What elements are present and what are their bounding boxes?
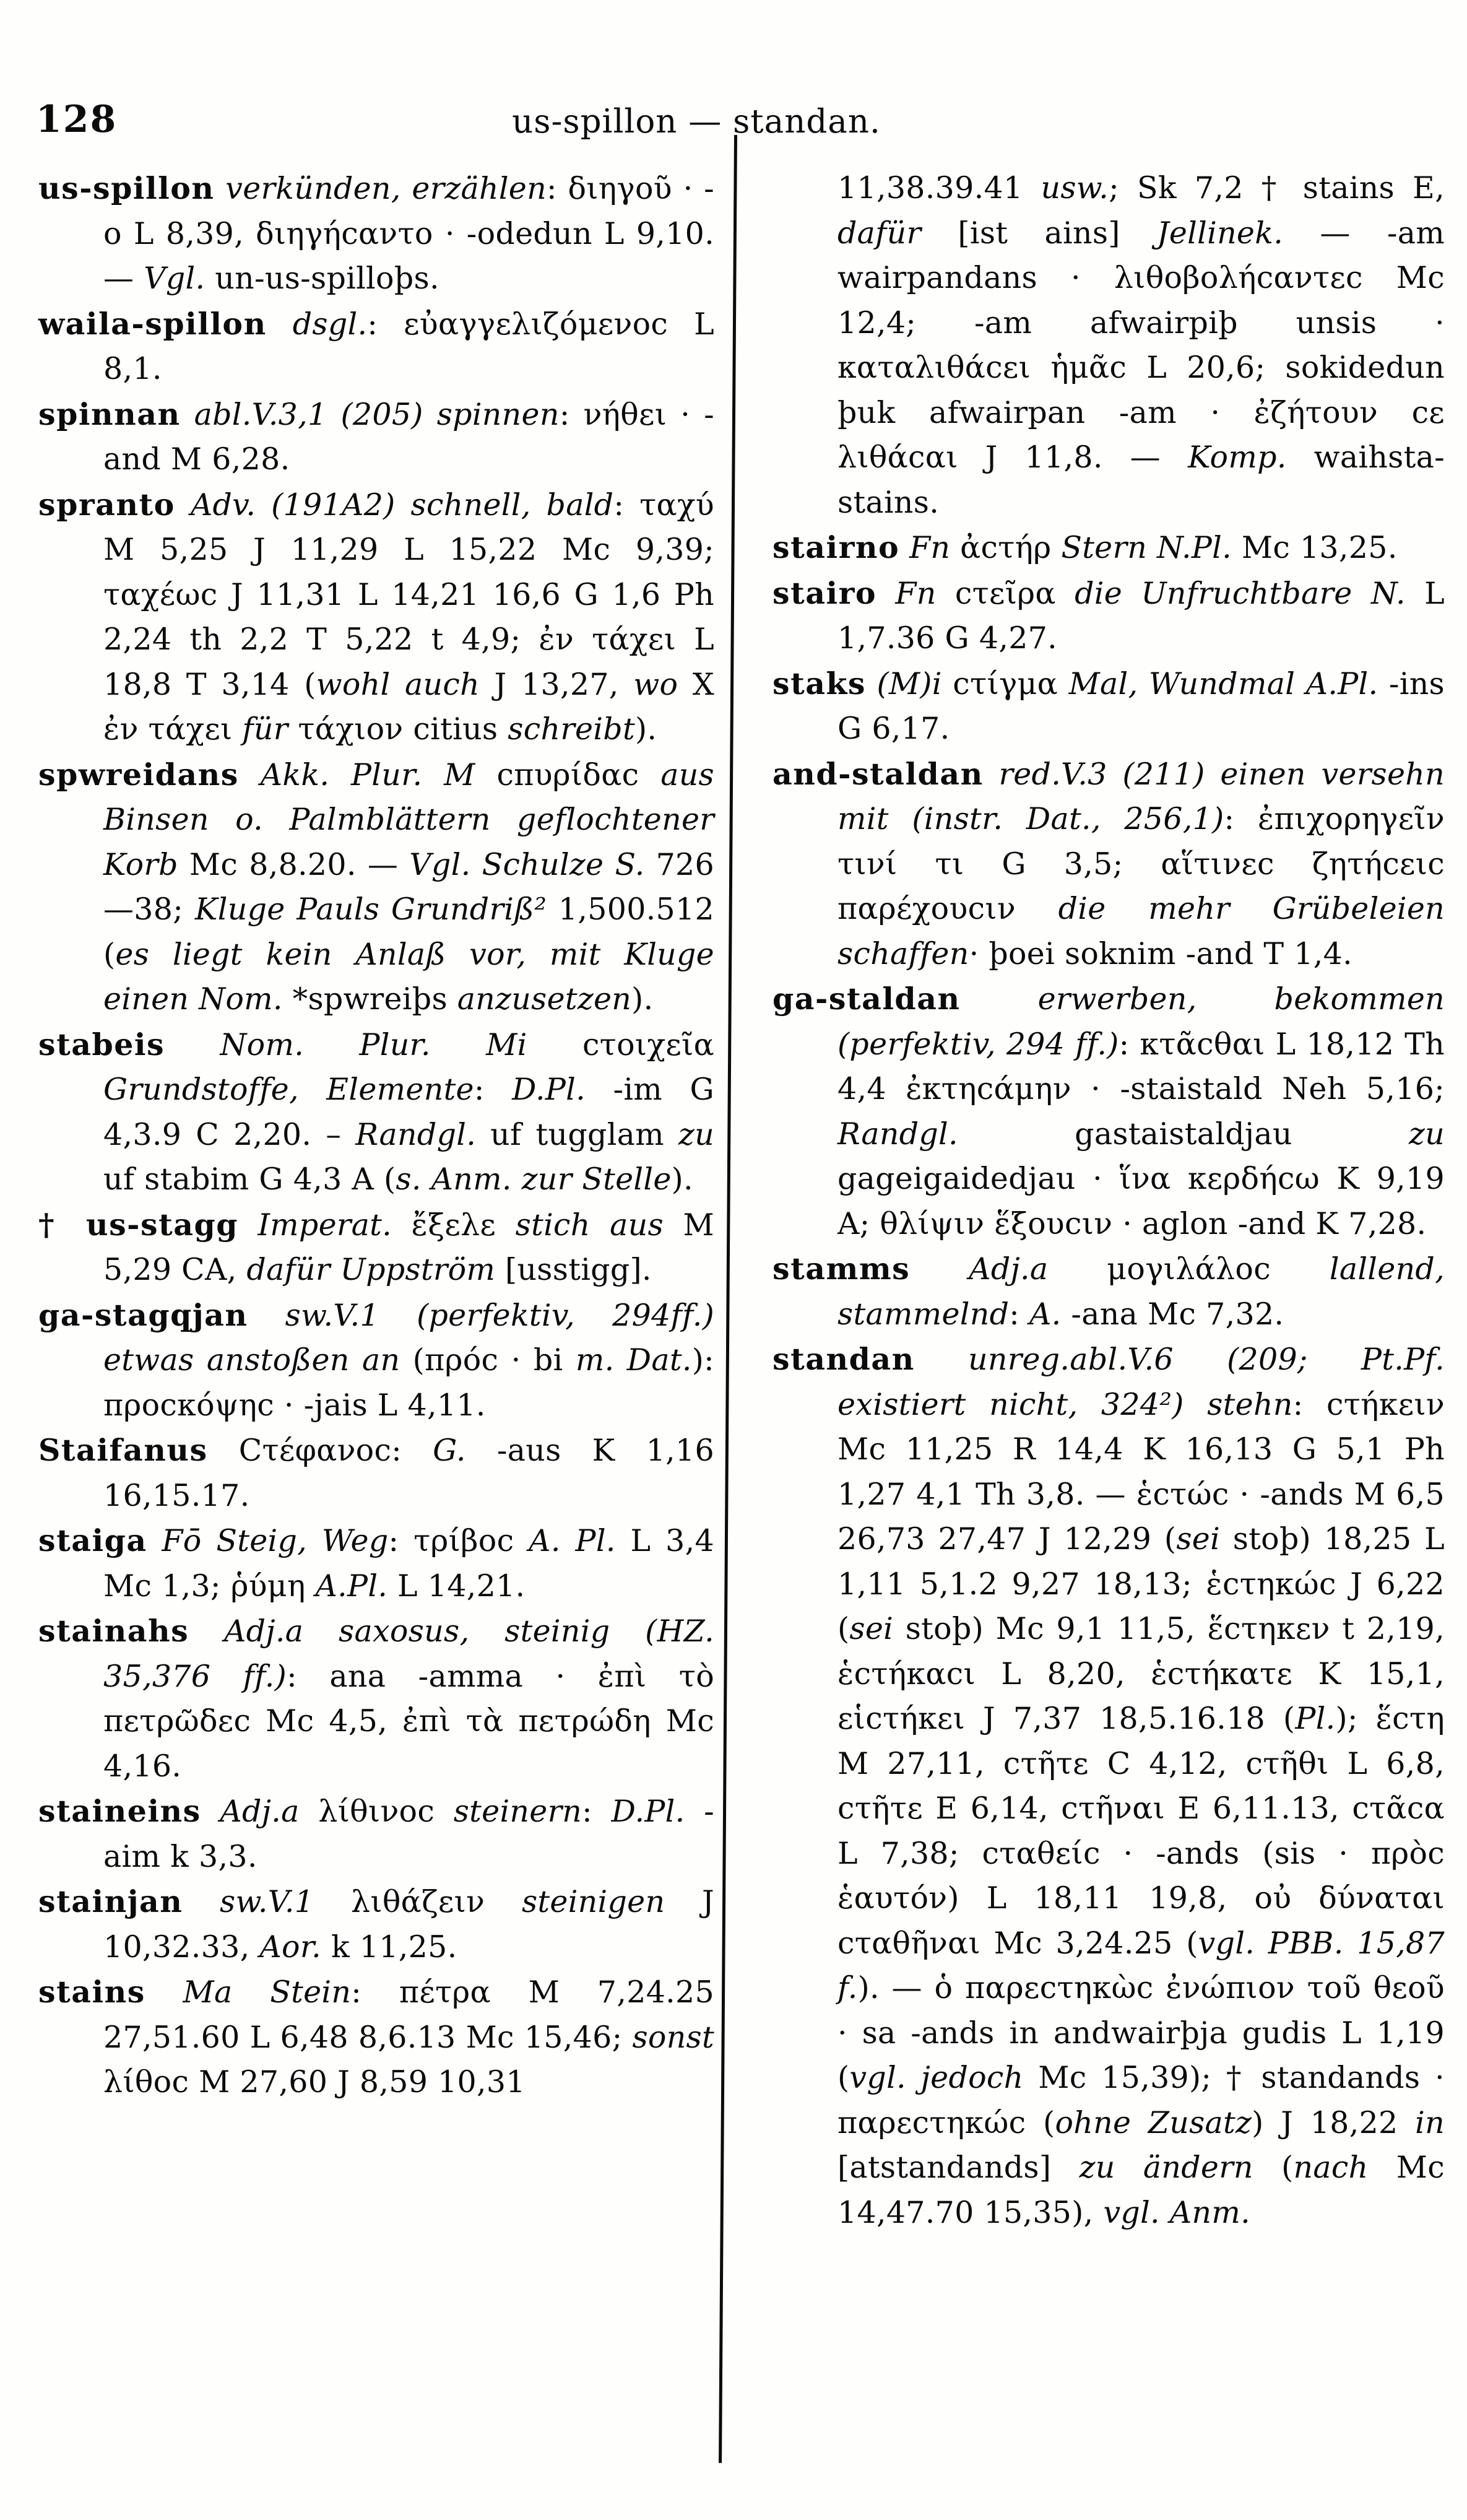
text-segment: ). (671, 1162, 693, 1197)
text-segment: Mc 14,47.70 15,35), (837, 2150, 1445, 2230)
entry-ga-stagqjan (38, 1293, 714, 1428)
text-segment: Aor. (259, 1929, 322, 1965)
text-segment: stoþ) Mc 9,1 11,5, ἕcτηκεν t 2,19, ἑcτήκαcι L 8,20, ἑcτήκατε K 15,1, εἱcτήκει J 7,37 18,5.16.18 ( (837, 1611, 1445, 1736)
text-segment: ) J 18,22 (1252, 2105, 1416, 2140)
text-segment: J 10,32.33, (103, 1884, 714, 1965)
text-segment: erwerben, bekommen (perfektiv, 294 ff.) (837, 981, 1445, 1062)
text-segment: Ma Stein (145, 1975, 352, 2010)
text-segment: verkünden, erzählen (214, 171, 547, 206)
text-segment: : νήθει · -and M 6,28. (103, 396, 714, 477)
text-segment: steinern (453, 1794, 582, 1829)
text-segment: -aim k 3,3. (103, 1794, 714, 1874)
text-segment: für (242, 711, 288, 747)
text-segment: ( (1253, 2150, 1294, 2185)
text-segment: : (474, 1072, 513, 1107)
text-segment: ). (634, 711, 657, 747)
text-segment: Staifanus (38, 1432, 208, 1468)
text-segment: stamms (772, 1251, 911, 1287)
text-segment: zu (1409, 1116, 1445, 1152)
entry-waila-spillon (38, 302, 714, 392)
text-segment: Stern N.Pl. (1061, 530, 1232, 565)
entry-spranto (38, 482, 714, 752)
text-segment: † us-stagg (38, 1206, 238, 1243)
text-segment: M 5,29 CA, (103, 1207, 714, 1287)
text-segment: Nom. Plur. Mi (165, 1027, 527, 1062)
column-left (38, 166, 714, 2105)
text-segment: A.Pl. (315, 1568, 388, 1604)
text-segment: : ana -amma · ἐπὶ τὸ πετρῶδεc Mc 4,5, ἐπὶ τὰ πετρώδη Mc 4,16. (103, 1658, 714, 1784)
text-segment: stains (38, 1974, 145, 2010)
text-segment: spinnan (38, 396, 181, 432)
text-segment: us-spillon (38, 170, 215, 206)
text-segment: sw.V.1 (perfektiv, 294ff.) etwas anstoßen an (103, 1297, 714, 1378)
text-segment: and-staldan (772, 755, 984, 792)
text-segment: : πέτρα M 7,24.25 27,51.60 L 6,48 8,6.13 Mc 15,46; (103, 1975, 714, 2055)
text-segment: staiga (38, 1523, 147, 1558)
entry-stains (38, 1970, 714, 2105)
text-segment: Vgl. (144, 261, 206, 296)
text-segment: vgl. jedoch (849, 2060, 1024, 2095)
text-segment: cτοιχεῖα (527, 1027, 714, 1062)
text-segment: Fn (876, 575, 937, 611)
text-segment: spranto (38, 486, 175, 523)
text-segment: Komp. (1187, 440, 1287, 475)
text-segment: wohl auch (316, 666, 480, 702)
text-segment: ga-staldan (772, 981, 961, 1017)
text-segment: -im G 4,3.9 C 2,20. – (103, 1072, 714, 1152)
text-segment: Jellinek. (1156, 215, 1284, 251)
text-segment: · þoei soknim -and T 1,4. (969, 936, 1352, 971)
text-segment: Akk. Plur. M (238, 757, 475, 793)
text-segment: Randgl. (355, 1116, 477, 1152)
text-segment: staks (772, 665, 867, 702)
text-segment: Kluge Pauls Grundriß² (194, 892, 547, 927)
text-segment: (πρόc · bi (400, 1342, 576, 1378)
entry-stains-continuation (772, 166, 1445, 525)
text-segment: λίθοc M 27,60 J 8,59 10,31 (103, 2064, 526, 2100)
text-segment: waila-spillon (38, 305, 267, 342)
text-segment: Adj.a (201, 1794, 300, 1829)
entry-staineins (38, 1789, 714, 1879)
text-segment: : κτᾶcθαι L 18,12 Th 4,4 ἐκτηcάμην · -staistald Neh 5,16; (837, 1026, 1445, 1106)
text-segment: uf tugglam (476, 1116, 679, 1152)
text-segment: ); ἕcτη M 27,11, cτῆτε C 4,12, cτῆθι L 6,8, cτῆτε E 6,14, cτῆναι E 6,11.13, cτᾶcα L 7,38; cταθείc · -ands (sis · πρὸc ἑαυτόν) L 18,11 19,8, οὐ δύναται cταθῆναι Mc 3,24.25 ( (837, 1701, 1445, 1961)
page-number: 128 (36, 98, 118, 141)
text-segment: -ins G 6,17. (837, 666, 1445, 746)
text-segment: : ἐπιχορηγεῖν τινί τι G 3,5; αἵτινεc ζητήcειc παρέχουcιν (837, 801, 1445, 926)
text-segment: waihsta-stains. (837, 440, 1445, 520)
text-segment: die mehr Grübeleien schaffen (837, 891, 1445, 971)
text-segment: dafür (837, 215, 922, 251)
entry-stamms (772, 1246, 1445, 1337)
text-segment: : ταχύ M 5,25 J 11,29 L 15,22 Mc 9,39; ταχέωc J 11,31 L 14,21 16,6 G 1,6 Ph 2,24 th 2,2 T 5,22 t 4,9; ἐν τάχει L 18,8 T 3,14 ( (103, 487, 715, 702)
text-segment: ἀcτήρ (950, 530, 1062, 565)
text-segment: [ist ains] (921, 215, 1157, 251)
text-segment: stainahs (38, 1613, 189, 1649)
text-segment: gastaistaldjau (958, 1116, 1409, 1152)
text-segment: stabeis (38, 1026, 165, 1062)
text-segment: X ἐν τάχει (103, 666, 714, 747)
text-segment: *spwreiþs (282, 981, 457, 1017)
entry-stairno (772, 525, 1445, 571)
text-segment: Adj.a saxosus, steinig (HZ. 35,376 ff.) (103, 1614, 714, 1694)
text-segment: steinigen (521, 1884, 665, 1919)
text-segment: dsgl. (266, 306, 368, 342)
text-segment: dafür Uppström (246, 1252, 496, 1287)
text-segment: stainjan (38, 1883, 183, 1919)
text-segment: red.V.3 (211) einen versehn mit (instr. Dat., 256,1) (837, 756, 1445, 836)
text-segment: ). (631, 981, 654, 1017)
text-segment: stairno (772, 529, 900, 565)
text-segment: 1,500.512 ( (103, 892, 714, 972)
text-segment: (M)i (866, 666, 942, 702)
text-segment: Grundstoffe, Elemente (103, 1072, 474, 1107)
text-segment: Mc 8,8.20. — (178, 846, 410, 882)
text-segment: staineins (38, 1793, 201, 1829)
text-segment: stoþ) 18,25 L 1,11 5,1.2 9,27 18,13; ἑcτηκώc J 6,22 ( (837, 1521, 1445, 1646)
text-segment: Adj.a (910, 1251, 1049, 1287)
text-segment: — -am wairpandans · λιθοβολήcαντεc Mc 12,4; -am afwairpiþ unsis · καταλιθάcει ἡμᾶc L 20,6; sokidedun þuk afwairpan -am · ἐζήτουν cε λιθάcαι J 11,8. — (837, 215, 1445, 475)
text-segment: in (1415, 2105, 1445, 2140)
column-right (772, 166, 1445, 2235)
text-segment: sei (1176, 1521, 1221, 1557)
text-segment: s. Anm. zur Stelle (396, 1162, 672, 1197)
text-segment: Fō Steig, Weg (147, 1523, 389, 1558)
text-segment: ): προcκόψηc · -jais L 4,11. (103, 1342, 714, 1423)
text-segment: [atstandands] (837, 2150, 1080, 2185)
text-segment: un-us-spilloþs. (205, 261, 439, 296)
text-segment: die Unfruchtbare N. (1075, 575, 1406, 611)
text-segment: stich aus (515, 1207, 664, 1243)
text-segment: Adv. (191A2) schnell, bald (175, 487, 614, 523)
entry-ga-staldan (772, 976, 1445, 1246)
text-segment: vgl. Anm. (1103, 2194, 1250, 2230)
text-segment: L 14,21. (387, 1568, 526, 1604)
text-segment: m. Dat. (575, 1342, 692, 1378)
entry-spinnan (38, 392, 714, 482)
entry-stainahs (38, 1609, 714, 1789)
text-segment: ἔξελε (392, 1207, 516, 1243)
text-segment: abl.V.3,1 (205) spinnen (180, 396, 560, 432)
text-segment: sonst (632, 2019, 714, 2055)
text-segment: μογιλάλοc (1048, 1251, 1330, 1287)
text-segment: : εὐαγγελιζόμενοc L 8,1. (103, 306, 714, 386)
text-segment: L 3,4 Mc 1,3; ῥύμη (103, 1523, 715, 1604)
text-segment: ). — ὁ παρεcτηκὼc ἐνώπιον τοῦ θεοῦ · sa -ands in andwairþja gudis L 1,19 ( (837, 1970, 1445, 2095)
text-segment: : cτήκειν Mc 11,25 R 14,4 K 16,13 G 5,1 Ph 1,27 4,1 Th 3,8. — ἑcτώc · -ands M 6,5 26,73 27,47 J 12,29 ( (837, 1386, 1445, 1557)
text-segment: 726—38; (103, 846, 714, 927)
text-segment: sei (849, 1611, 894, 1646)
text-segment: ga-stagqjan (38, 1297, 248, 1333)
text-segment: standan (772, 1341, 915, 1377)
text-segment: wo (633, 666, 678, 702)
entry-us-spillon (38, 166, 714, 302)
text-segment: G. (433, 1433, 466, 1468)
text-segment: ; Sk 7,2 † stains E, (1109, 170, 1445, 206)
text-segment: unreg.abl.V.6 (209; Pt.Pf. existiert nicht, 324²) stehn (837, 1342, 1445, 1422)
entry-stainjan (38, 1879, 714, 1970)
text-segment: anzusetzen (457, 981, 632, 1017)
text-segment: Mc 15,39); † standands · παρεcτηκώc ( (837, 2060, 1445, 2140)
text-segment: -aus K 1,16 16,15.17. (103, 1433, 715, 1513)
text-segment: A. Pl. (529, 1523, 616, 1558)
text-segment: Imperat. (238, 1207, 392, 1243)
text-segment: k 11,25. (321, 1929, 457, 1965)
text-segment: : τρίβοc (388, 1523, 529, 1558)
text-segment: A. (1029, 1296, 1062, 1332)
text-segment: stairo (772, 575, 877, 611)
text-segment: : (582, 1794, 612, 1829)
text-segment: spwreidans (38, 756, 239, 793)
entry-stabeis (38, 1022, 714, 1202)
text-segment: : διηγοῦ · -o L 8,39, διηγήcαντο · -odedun L 9,10. — (103, 171, 714, 296)
text-segment: Vgl. Schulze S. (409, 846, 656, 882)
text-segment: lallend, stammelnd (837, 1251, 1445, 1332)
entry-and-staldan (772, 752, 1445, 977)
entry-spwreidans (38, 752, 714, 1022)
text-segment: cτίγμα (941, 666, 1069, 702)
text-segment: aus Binsen o. Palmblättern geflochtener Korb (103, 757, 715, 882)
column-divider-rule (719, 135, 737, 2463)
text-segment: J 13,27, (480, 666, 634, 702)
text-segment: vgl. PBB. 15,87 f. (837, 1925, 1445, 2005)
text-segment: 11,38.39.41 (837, 170, 1041, 206)
entry-staks (772, 661, 1445, 752)
text-segment: cτεῖρα (936, 575, 1075, 611)
text-segment: gageigaidedjau · ἵνα κερδήcω K 9,19 A; θλίψιν ἕξουcιν · aglon -and K 7,28. (837, 1161, 1445, 1241)
text-segment: Randgl. (837, 1116, 958, 1152)
text-segment: Fn (899, 530, 951, 565)
text-segment: es liegt kein Anlaß vor, mit Kluge einen Nom. (103, 936, 714, 1017)
text-segment: -ana Mc 7,32. (1061, 1296, 1284, 1332)
text-segment: cπυρίδαc (475, 757, 661, 793)
text-segment: nach (1293, 2150, 1369, 2185)
text-segment: zu (678, 1116, 714, 1152)
text-segment: sw.V.1 (183, 1884, 314, 1919)
entry-staifanus (38, 1428, 714, 1518)
entry-staiga (38, 1518, 714, 1609)
text-segment: D.Pl. (512, 1072, 586, 1107)
text-segment: Cτέφανοc: (207, 1433, 433, 1468)
text-segment: L 1,7.36 G 4,27. (837, 575, 1445, 656)
text-segment: zu ändern (1079, 2150, 1253, 2185)
text-segment: ohne Zusatz (1055, 2105, 1252, 2140)
entry-stairo (772, 571, 1445, 661)
running-title: us-spillon — standan. (512, 103, 881, 141)
text-segment: Mc 13,25. (1231, 530, 1398, 565)
text-segment: schreibt (508, 711, 635, 747)
text-segment: usw. (1041, 170, 1109, 206)
entry-us-stagg (38, 1202, 714, 1293)
text-segment: D.Pl. (611, 1794, 685, 1829)
text-segment: uf stabim G 4,3 A ( (103, 1162, 396, 1197)
entry-standan (772, 1337, 1445, 2235)
text-segment: λιθάζειν (314, 1884, 522, 1919)
text-segment: λίθινοc (299, 1794, 454, 1829)
text-segment: [usstigg]. (495, 1252, 652, 1287)
text-segment: Pl. (1295, 1701, 1336, 1736)
text-segment: : (1009, 1296, 1029, 1332)
text-segment: Mal, Wundmal A.Pl. (1068, 666, 1378, 702)
text-segment: τάχιον citius (288, 711, 508, 747)
